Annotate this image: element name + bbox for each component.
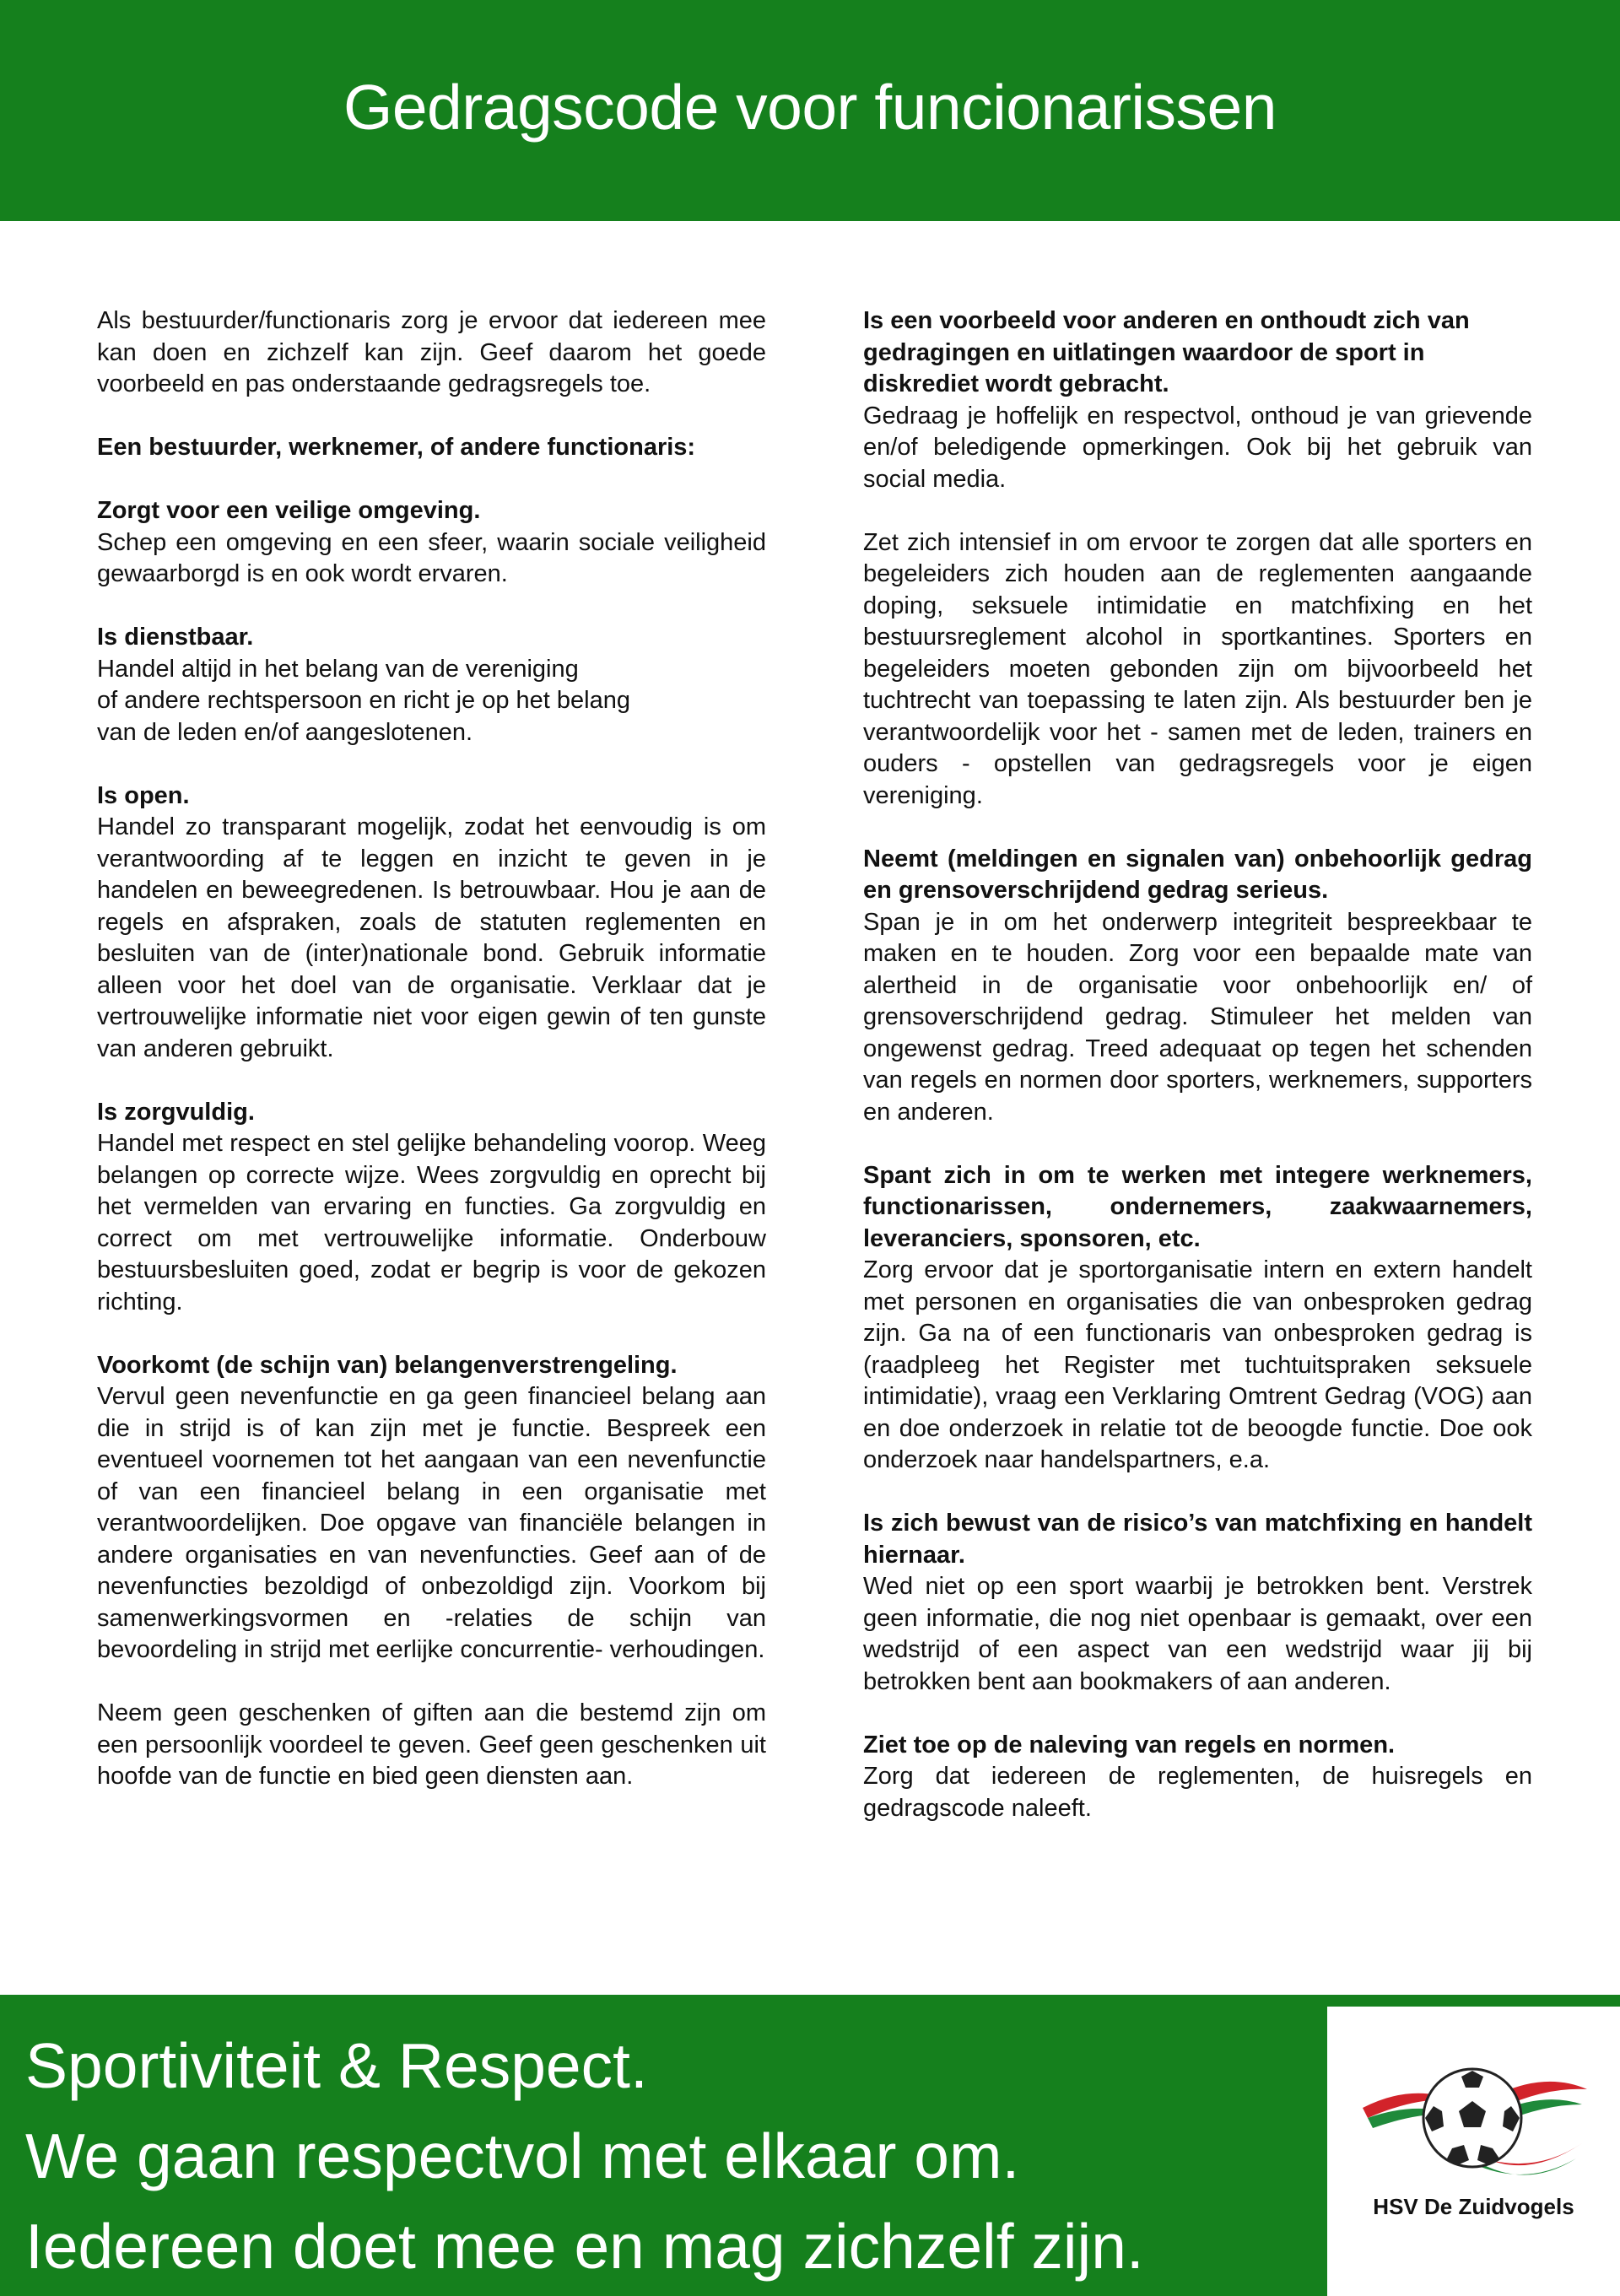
slogan-line: Iedereen doet mee en mag zichzelf zijn. — [25, 2211, 1144, 2282]
section — [97, 1097, 766, 1319]
section-body: Schep een omgeving en een sfeer, waarin sociale veiligheid gewaarborgd is en ook wordt ervaren. — [97, 528, 766, 587]
header-banner — [0, 0, 1620, 221]
section-heading: Neemt (meldingen en signalen van) onbehoorlijk gedrag en grensoverschrijdend gedrag serieus. — [863, 845, 1532, 904]
section-intro — [97, 432, 766, 464]
section-heading: Is dienstbaar. — [97, 624, 254, 651]
right-column — [863, 305, 1532, 1856]
section-heading: Voorkomt (de schijn van) belangenverstrengeling. — [97, 1351, 678, 1379]
paragraph-body: Zet zich intensief in om ervoor te zorgen dat alle sporters en begeleiders zich houden aan de reglementen aangaande doping, seksuele intimidatie en matchfixing en het bestuursreglement alcohol in sportkantines. Sporters en begeleiders moeten gebonden zijn om bijvoorbeeld het tuchtrecht van toepassing te laten zijn. Als bestuurder ben je verantwoordelijk voor het - samen met de leden, trainers en ouders - opstellen van gedragsregels voor je eigen vereniging. — [863, 528, 1532, 809]
section — [97, 495, 766, 591]
paragraph — [97, 1698, 766, 1793]
section — [863, 1508, 1532, 1698]
section — [97, 781, 766, 1066]
section-body: Gedraag je hoffelijk en respectvol, onthoud je van grievende en/of beledigende opmerkingen. Ook bij het gebruik van social media. — [863, 402, 1532, 493]
section-heading: Is zorgvuldig. — [97, 1098, 255, 1126]
section-body: Zorg ervoor dat je sportorganisatie intern en extern handelt met personen en organisaties die van onbesproken gedrag zijn. Ga na of een functionaris van onbesproken gedrag is (raadpleeg het Register met tuchtuitspraken seksuele intimidatie), vraag een Verklaring Omtrent Gedrag (VOG) aan en doe onderzoek in relatie tot de beoogde functie. Doe ook onderzoek naar handelspartners, e.a. — [863, 1256, 1532, 1473]
section-heading: Is open. — [97, 781, 190, 809]
section-heading: Is een voorbeeld voor anderen en onthoudt zich van gedragingen en uitlatingen waardoor de sport in diskrediet wordt gebracht. — [863, 307, 1470, 397]
section-heading: Zorgt voor een veilige omgeving. — [97, 497, 481, 524]
section-heading: Een bestuurder, werknemer, of andere functionaris: — [97, 434, 696, 461]
paragraph-body: Als bestuurder/functionaris zorg je ervoor dat iedereen mee kan doen en zichzelf kan zijn. Geef daarom het goede voorbeeld en pas onderstaande gedragsregels toe. — [97, 307, 766, 397]
paragraph-body: Neem geen geschenken of giften aan die bestemd zijn om een persoonlijk voordeel te geven. Geef geen geschenken uit hoofde van de functie en bied geen diensten aan. — [97, 1699, 766, 1790]
section — [863, 844, 1532, 1129]
section-body: Zorg dat iedereen de reglementen, de huisregels en gedragscode naleeft. — [863, 1763, 1532, 1822]
section — [863, 1160, 1532, 1477]
section-body: Handel met respect en stel gelijke behandeling voorop. Weeg belangen op correcte wijze. Wees zorgvuldig en oprecht bij het vermelden van ervaring en functies. Ga zorgvuldig en correct om met vertrouwelijke informatie. Onderbouw bestuursbesluiten goed, zodat er begrip is voor de gekozen richting. — [97, 1130, 766, 1315]
section — [97, 622, 766, 748]
slogan-line: We gaan respectvol met elkaar om. — [25, 2120, 1020, 2191]
section-body: Handel zo transparant mogelijk, zodat het eenvoudig is om verantwoording af te leggen en inzicht te geven in je handelen en beweegredenen. Is betrouwbaar. Hou je aan de regels en afspraken, zoals de statuten reglementen en besluiten van de (inter)nationale bond. Gebruik informatie alleen voor het doel van de organisatie. Verklaar dat je vertrouwelijke informatie niet voor eigen gewin of ten gunste van anderen gebruikt. — [97, 813, 766, 1062]
section-heading: Spant zich in om te werken met integere werknemers, functionarissen, ondernemers, zaakwaarnemers, leveranciers, sponsoren, etc. — [863, 1161, 1532, 1252]
football-bird-logo-icon — [1361, 2049, 1589, 2192]
section-body: Span je in om het onderwerp integriteit bespreekbaar te maken en te houden. Zorg voor een bepaalde mate van alertheid in de organisatie voor onbehoorlijk en/ of grensoverschrijdend gedrag. Stimuleer het melden van ongewenst gedrag. Treed adequaat op tegen het schenden van regels en normen door sporters, werknemers, supporters en anderen. — [863, 908, 1532, 1126]
logo-label: HSV De Zuidvogels — [1373, 2194, 1574, 2219]
section-heading: Is zich bewust van de risico’s van matchfixing en handelt hiernaar. — [863, 1510, 1532, 1569]
slogan-line: Sportiviteit & Respect. — [25, 2030, 648, 2101]
paragraph — [863, 527, 1532, 813]
section-heading: Ziet toe op de naleving van regels en normen. — [863, 1731, 1396, 1758]
page-title: Gedragscode voor funcionarissen — [343, 72, 1277, 143]
section — [863, 1730, 1532, 1825]
footer-slogan — [25, 2021, 1308, 2292]
left-column — [97, 305, 766, 1824]
section-body: Vervul geen nevenfunctie en ga geen financieel belang aan die in strijd is of kan zijn met je functie. Bespreek een eventueel voornemen tot het aangaan van een nevenfunctie of van een financieel belang in een organisatie met verantwoordelijken. Doe opgave van financiële belangen in andere organisaties en van nevenfuncties. Geef aan of de nevenfuncties bezoldigd of onbezoldigd zijn. Voorkom bij samenwerkingsvormen en -relaties de schijn van bevoordeling in strijd met eerlijke concurrentie- verhoudingen. — [97, 1383, 766, 1663]
section — [863, 305, 1532, 495]
section-body: Wed niet op een sport waarbij je betrokken bent. Verstrek geen informatie, die nog niet openbaar is gemaakt, over een wedstrijd of een aspect van een wedstrijd waar jij bij betrokken bent aan bookmakers of aan anderen. — [863, 1573, 1532, 1695]
paragraph — [97, 305, 766, 401]
section — [97, 1350, 766, 1667]
section-body: Handel altijd in het belang van de vereniging of andere rechtspersoon en richt je op het belang van de leden en/of aangeslotenen. — [97, 655, 630, 746]
club-logo — [1327, 2007, 1620, 2296]
